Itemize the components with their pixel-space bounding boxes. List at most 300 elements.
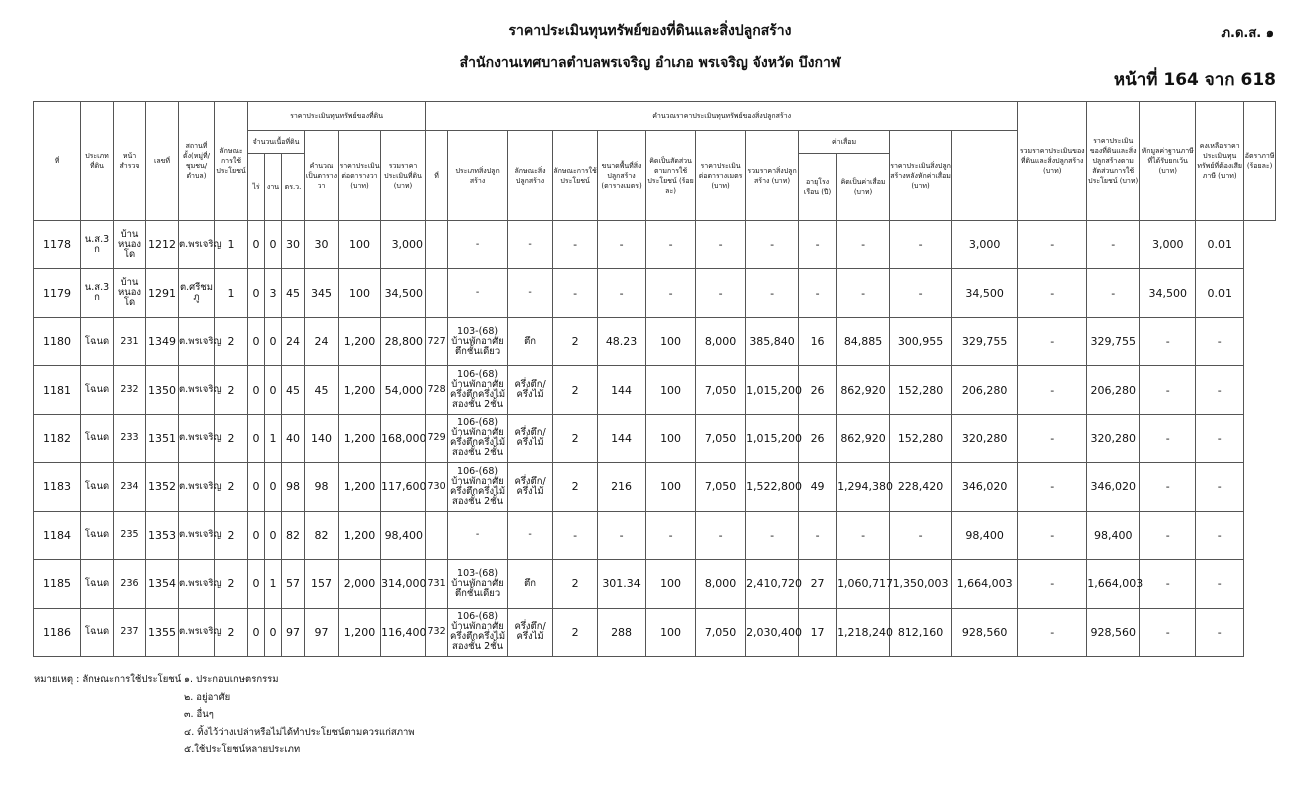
cell-bldg-usage: - bbox=[553, 511, 598, 559]
cell-bldg-area: - bbox=[598, 269, 646, 317]
cell-proportional: - bbox=[1018, 511, 1087, 559]
cell-ngan: 0 bbox=[265, 463, 282, 511]
cell-bldg-no: 727 bbox=[426, 317, 448, 365]
cell-doc-no: 1353 bbox=[146, 511, 179, 559]
cell-bldg-net: 152,280 bbox=[890, 366, 952, 414]
cell-remaining: - bbox=[1140, 414, 1196, 462]
cell-price-per-m2: 7,050 bbox=[696, 608, 746, 657]
cell-rai: 0 bbox=[248, 317, 265, 365]
cell-land-type: โฉนด bbox=[81, 608, 114, 657]
notes-label: หมายเหตุ : ลักษณะการใช้ประโยชน์ bbox=[34, 674, 182, 685]
col-land-total: รวมราคาประเมินที่ดิน (บาท) bbox=[381, 131, 426, 221]
cell-price-per-wa: 100 bbox=[339, 221, 381, 269]
cell-ngan: 1 bbox=[265, 560, 282, 608]
cell-rai: 0 bbox=[248, 269, 265, 317]
cell-bldg-no: 731 bbox=[426, 560, 448, 608]
col-price-per-wa: ราคาประเมินต่อตารางวา (บาท) bbox=[339, 131, 381, 221]
col-location: สถานที่ตั้ง(หมู่ที่/ชุมชน/ตำบล) bbox=[179, 102, 215, 221]
cell-bldg-type: 106-(68) บ้านพักอาศัยครึ่งตึกครึ่งไม้สองชั้น 2ชั้น bbox=[448, 463, 508, 511]
cell-bldg-kind: ตึก bbox=[508, 317, 553, 365]
cell-bldg-no bbox=[426, 221, 448, 269]
note-item: ๒. อยู่อาศัย bbox=[184, 691, 231, 703]
col-bldg-type: ประเภทสิ่งปลูกสร้าง bbox=[448, 131, 508, 221]
cell-depr-amount: 862,920 bbox=[837, 366, 890, 414]
cell-price-per-wa: 1,200 bbox=[339, 463, 381, 511]
note-item: ๓. อื่นๆ bbox=[184, 709, 214, 720]
cell-age: 49 bbox=[799, 463, 837, 511]
cell-rai: 0 bbox=[248, 221, 265, 269]
cell-bldg-kind: ครึ่งตึก/ครึ่งไม้ bbox=[508, 608, 553, 657]
cell-pct-usage: 100 bbox=[646, 560, 696, 608]
cell-no: 1183 bbox=[34, 463, 81, 511]
cell-proportional: - bbox=[1018, 269, 1087, 317]
cell-bldg-net: 1,350,003 bbox=[890, 560, 952, 608]
col-sqwa: คำนวณเป็นตารางวา bbox=[305, 131, 339, 221]
cell-bldg-net: 812,160 bbox=[890, 608, 952, 657]
document-subtitle: สำนักงานเทศบาลตำบลพรเจริญ อำเภอ พรเจริญ จังหวัด บึงกาฬ bbox=[459, 55, 841, 71]
cell-bldg-type: - bbox=[448, 221, 508, 269]
cell-sqwa: 345 bbox=[305, 269, 339, 317]
cell-bldg-net: - bbox=[890, 511, 952, 559]
cell-usage: 2 bbox=[215, 608, 248, 657]
cell-survey-page: บ้านหนองโด bbox=[114, 269, 146, 317]
cell-land-total: 28,800 bbox=[381, 317, 426, 365]
cell-bldg-usage: 2 bbox=[553, 366, 598, 414]
col-ngan: งาน bbox=[265, 154, 282, 221]
table-row bbox=[34, 221, 1276, 269]
cell-depr-amount: 862,920 bbox=[837, 414, 890, 462]
cell-doc-no: 1352 bbox=[146, 463, 179, 511]
col-bldg-total: รวมราคาสิ่งปลูกสร้าง (บาท) bbox=[746, 131, 799, 221]
cell-depr-amount: 84,885 bbox=[837, 317, 890, 365]
cell-location: ต.พรเจริญ bbox=[179, 221, 215, 269]
cell-location: ต.พรเจริญ bbox=[179, 317, 215, 365]
cell-remaining: 3,000 bbox=[1140, 221, 1196, 269]
cell-bldg-area: - bbox=[598, 221, 646, 269]
col-remaining: คงเหลือราคาประเมินทุนทรัพย์ที่ต้องเสียภาษี (บาท) bbox=[1196, 102, 1244, 221]
cell-bldg-area: - bbox=[598, 511, 646, 559]
note-item: ๑. ประกอบเกษตรกรรม bbox=[184, 674, 279, 685]
cell-no: 1185 bbox=[34, 560, 81, 608]
cell-bldg-total: - bbox=[746, 221, 799, 269]
cell-doc-no: 1291 bbox=[146, 269, 179, 317]
cell-no: 1179 bbox=[34, 269, 81, 317]
cell-bldg-type: 106-(68) บ้านพักอาศัยครึ่งตึกครึ่งไม้สองชั้น 2ชั้น bbox=[448, 608, 508, 657]
cell-survey-page: บ้านหนองโด bbox=[114, 221, 146, 269]
col-proportional: ราคาประเมินของที่ดินและสิ่งปลูกสร้างตามสัดส่วนการใช้ประโยชน์ (บาท) bbox=[1087, 102, 1140, 221]
cell-deduction: 1,664,003 bbox=[1087, 560, 1140, 608]
col-grand-total: รวมราคาประเมินของที่ดินและสิ่งปลูกสร้าง (บาท) bbox=[1018, 102, 1087, 221]
cell-grand-total: 34,500 bbox=[952, 269, 1018, 317]
cell-depr-amount: 1,218,240 bbox=[837, 608, 890, 657]
cell-land-total: 314,000 bbox=[381, 560, 426, 608]
cell-deduction: 320,280 bbox=[1087, 414, 1140, 462]
cell-price-per-m2: - bbox=[696, 511, 746, 559]
col-bldg-usage: ลักษณะการใช้ประโยชน์ bbox=[553, 131, 598, 221]
cell-tax-rate: - bbox=[1196, 560, 1244, 608]
cell-usage: 2 bbox=[215, 511, 248, 559]
cell-deduction: 928,560 bbox=[1087, 608, 1140, 657]
cell-rai: 0 bbox=[248, 560, 265, 608]
cell-usage: 1 bbox=[215, 221, 248, 269]
cell-proportional: - bbox=[1018, 221, 1087, 269]
cell-ngan: 0 bbox=[265, 317, 282, 365]
cell-bldg-type: 106-(68) บ้านพักอาศัยครึ่งตึกครึ่งไม้สองชั้น 2ชั้น bbox=[448, 366, 508, 414]
cell-proportional: - bbox=[1018, 414, 1087, 462]
cell-tax-rate: 0.01 bbox=[1196, 221, 1244, 269]
cell-no: 1178 bbox=[34, 221, 81, 269]
note-item: ๔. ทิ้งไว้ว่างเปล่าหรือไม่ได้ทำประโยชน์ตามควรแก่สภาพ bbox=[184, 726, 415, 738]
cell-tax-rate: - bbox=[1196, 608, 1244, 657]
cell-survey-page: 236 bbox=[114, 560, 146, 608]
table-row bbox=[34, 463, 1276, 511]
cell-location: ต.พรเจริญ bbox=[179, 511, 215, 559]
cell-no: 1184 bbox=[34, 511, 81, 559]
cell-usage: 2 bbox=[215, 463, 248, 511]
cell-pct-usage: 100 bbox=[646, 366, 696, 414]
cell-no: 1182 bbox=[34, 414, 81, 462]
cell-bldg-no: 730 bbox=[426, 463, 448, 511]
cell-grand-total: 329,755 bbox=[952, 317, 1018, 365]
cell-deduction: - bbox=[1087, 221, 1140, 269]
cell-bldg-kind: ครึ่งตึก/ครึ่งไม้ bbox=[508, 463, 553, 511]
cell-bldg-kind: - bbox=[508, 221, 553, 269]
cell-grand-total: 1,664,003 bbox=[952, 560, 1018, 608]
cell-usage: 2 bbox=[215, 317, 248, 365]
cell-pct-usage: 100 bbox=[646, 608, 696, 657]
cell-land-total: 34,500 bbox=[381, 269, 426, 317]
col-survey-page: หน้าสำรวจ bbox=[114, 102, 146, 221]
cell-land-type: โฉนด bbox=[81, 414, 114, 462]
table-row bbox=[34, 366, 1276, 414]
cell-price-per-m2: 7,050 bbox=[696, 414, 746, 462]
cell-bldg-type: - bbox=[448, 269, 508, 317]
cell-survey-page: 231 bbox=[114, 317, 146, 365]
cell-bldg-area: 48.23 bbox=[598, 317, 646, 365]
cell-sqwa: 157 bbox=[305, 560, 339, 608]
cell-land-total: 116,400 bbox=[381, 608, 426, 657]
cell-bldg-area: 288 bbox=[598, 608, 646, 657]
note-item: ๕.ใช้ประโยชน์หลายประเภท bbox=[184, 744, 301, 755]
cell-deduction: 98,400 bbox=[1087, 511, 1140, 559]
cell-rai: 0 bbox=[248, 511, 265, 559]
col-age: อายุโรงเรือน (ปี) bbox=[799, 154, 837, 221]
cell-remaining: - bbox=[1140, 511, 1196, 559]
cell-proportional: - bbox=[1018, 317, 1087, 365]
cell-ngan: 0 bbox=[265, 511, 282, 559]
cell-bldg-total: - bbox=[746, 269, 799, 317]
cell-grand-total: 206,280 bbox=[952, 366, 1018, 414]
cell-bldg-kind: - bbox=[508, 269, 553, 317]
cell-price-per-wa: 1,200 bbox=[339, 511, 381, 559]
cell-bldg-usage: 2 bbox=[553, 560, 598, 608]
cell-usage: 2 bbox=[215, 414, 248, 462]
cell-land-type: โฉนด bbox=[81, 463, 114, 511]
cell-grand-total: 320,280 bbox=[952, 414, 1018, 462]
cell-bldg-no: 728 bbox=[426, 366, 448, 414]
cell-grand-total: 98,400 bbox=[952, 511, 1018, 559]
cell-land-type: น.ส.3 ก bbox=[81, 221, 114, 269]
cell-wa: 45 bbox=[282, 366, 305, 414]
table-row bbox=[34, 608, 1276, 657]
table-row bbox=[34, 317, 1276, 365]
table-header bbox=[34, 102, 1276, 221]
cell-tax-rate: - bbox=[1196, 317, 1244, 365]
cell-pct-usage: 100 bbox=[646, 463, 696, 511]
cell-wa: 97 bbox=[282, 608, 305, 657]
cell-sqwa: 82 bbox=[305, 511, 339, 559]
cell-bldg-area: 144 bbox=[598, 414, 646, 462]
cell-price-per-wa: 100 bbox=[339, 269, 381, 317]
cell-age: 26 bbox=[799, 414, 837, 462]
form-code: ภ.ด.ส. ๑ bbox=[1221, 26, 1274, 41]
cell-deduction: 329,755 bbox=[1087, 317, 1140, 365]
cell-land-total: 168,000 bbox=[381, 414, 426, 462]
cell-location: ต.พรเจริญ bbox=[179, 560, 215, 608]
cell-grand-total: 346,020 bbox=[952, 463, 1018, 511]
cell-bldg-net: - bbox=[890, 221, 952, 269]
cell-tax-rate: 0.01 bbox=[1196, 269, 1244, 317]
cell-price-per-wa: 1,200 bbox=[339, 366, 381, 414]
cell-sqwa: 97 bbox=[305, 608, 339, 657]
col-tax-rate: อัตราภาษี (ร้อยละ) bbox=[1244, 102, 1276, 221]
cell-survey-page: 235 bbox=[114, 511, 146, 559]
cell-bldg-total: 1,015,200 bbox=[746, 414, 799, 462]
cell-tax-rate: - bbox=[1196, 414, 1244, 462]
col-depr-amount: คิดเป็นค่าเสื่อม (บาท) bbox=[837, 154, 890, 221]
cell-bldg-usage: 2 bbox=[553, 463, 598, 511]
col-usage: ลักษณะการใช้ประโยชน์ bbox=[215, 102, 248, 221]
cell-remaining: - bbox=[1140, 608, 1196, 657]
col-rai: ไร่ bbox=[248, 154, 265, 221]
cell-land-type: โฉนด bbox=[81, 511, 114, 559]
cell-ngan: 3 bbox=[265, 269, 282, 317]
cell-price-per-m2: 8,000 bbox=[696, 317, 746, 365]
cell-survey-page: 233 bbox=[114, 414, 146, 462]
col-land-type: ประเภทที่ดิน bbox=[81, 102, 114, 221]
cell-pct-usage: - bbox=[646, 511, 696, 559]
cell-age: - bbox=[799, 511, 837, 559]
cell-price-per-m2: 7,050 bbox=[696, 366, 746, 414]
cell-wa: 45 bbox=[282, 269, 305, 317]
cell-usage: 1 bbox=[215, 269, 248, 317]
cell-grand-total: 3,000 bbox=[952, 221, 1018, 269]
cell-rai: 0 bbox=[248, 366, 265, 414]
cell-rai: 0 bbox=[248, 414, 265, 462]
cell-location: ต.พรเจริญ bbox=[179, 366, 215, 414]
assessment-table bbox=[33, 101, 1276, 657]
cell-land-total: 54,000 bbox=[381, 366, 426, 414]
cell-price-per-wa: 1,200 bbox=[339, 608, 381, 657]
cell-depr-amount: - bbox=[837, 511, 890, 559]
cell-land-type: โฉนด bbox=[81, 317, 114, 365]
cell-depr-amount: 1,294,380 bbox=[837, 463, 890, 511]
cell-sqwa: 140 bbox=[305, 414, 339, 462]
table-row bbox=[34, 414, 1276, 462]
cell-wa: 98 bbox=[282, 463, 305, 511]
cell-bldg-area: 144 bbox=[598, 366, 646, 414]
cell-doc-no: 1350 bbox=[146, 366, 179, 414]
cell-usage: 2 bbox=[215, 560, 248, 608]
cell-depr-amount: - bbox=[837, 221, 890, 269]
cell-sqwa: 24 bbox=[305, 317, 339, 365]
cell-price-per-wa: 2,000 bbox=[339, 560, 381, 608]
cell-age: 17 bbox=[799, 608, 837, 657]
cell-tax-rate: - bbox=[1196, 366, 1244, 414]
cell-bldg-total: 385,840 bbox=[746, 317, 799, 365]
cell-remaining: 34,500 bbox=[1140, 269, 1196, 317]
cell-bldg-total: - bbox=[746, 511, 799, 559]
cell-price-per-wa: 1,200 bbox=[339, 317, 381, 365]
cell-deduction: 346,020 bbox=[1087, 463, 1140, 511]
cell-bldg-total: 1,015,200 bbox=[746, 366, 799, 414]
cell-grand-total: 928,560 bbox=[952, 608, 1018, 657]
cell-bldg-no bbox=[426, 511, 448, 559]
cell-bldg-usage: - bbox=[553, 221, 598, 269]
cell-bldg-area: 301.34 bbox=[598, 560, 646, 608]
cell-proportional: - bbox=[1018, 560, 1087, 608]
cell-pct-usage: 100 bbox=[646, 317, 696, 365]
cell-deduction: - bbox=[1087, 269, 1140, 317]
cell-wa: 57 bbox=[282, 560, 305, 608]
cell-pct-usage: - bbox=[646, 269, 696, 317]
cell-doc-no: 1351 bbox=[146, 414, 179, 462]
cell-ngan: 0 bbox=[265, 608, 282, 657]
cell-age: 27 bbox=[799, 560, 837, 608]
cell-location: ต.พรเจริญ bbox=[179, 463, 215, 511]
cell-deduction: 206,280 bbox=[1087, 366, 1140, 414]
col-group-depreciation: ค่าเสื่อม bbox=[799, 131, 890, 154]
cell-sqwa: 45 bbox=[305, 366, 339, 414]
cell-land-type: น.ส.3 ก bbox=[81, 269, 114, 317]
cell-usage: 2 bbox=[215, 366, 248, 414]
col-wa: ตร.ว. bbox=[282, 154, 305, 221]
cell-bldg-type: 106-(68) บ้านพักอาศัยครึ่งตึกครึ่งไม้สองชั้น 2ชั้น bbox=[448, 414, 508, 462]
cell-bldg-net: 228,420 bbox=[890, 463, 952, 511]
cell-age: - bbox=[799, 269, 837, 317]
cell-land-total: 3,000 bbox=[381, 221, 426, 269]
cell-wa: 40 bbox=[282, 414, 305, 462]
cell-age: - bbox=[799, 221, 837, 269]
cell-depr-amount: - bbox=[837, 269, 890, 317]
page-number: หน้าที่ 164 จาก 618 bbox=[1113, 70, 1276, 90]
cell-bldg-kind: ครึ่งตึก/ครึ่งไม้ bbox=[508, 366, 553, 414]
table-body bbox=[34, 221, 1276, 657]
cell-bldg-area: 216 bbox=[598, 463, 646, 511]
cell-tax-rate: - bbox=[1196, 511, 1244, 559]
col-group-land: ราคาประเมินทุนทรัพย์ของที่ดิน bbox=[248, 102, 426, 131]
cell-bldg-net: 152,280 bbox=[890, 414, 952, 462]
table-row bbox=[34, 269, 1276, 317]
cell-bldg-no: 732 bbox=[426, 608, 448, 657]
cell-bldg-total: 2,410,720 bbox=[746, 560, 799, 608]
cell-price-per-m2: 7,050 bbox=[696, 463, 746, 511]
col-bldg-area: ขนาดพื้นที่สิ่งปลูกสร้าง (ตารางเมตร) bbox=[598, 131, 646, 221]
cell-remaining: - bbox=[1140, 560, 1196, 608]
cell-wa: 24 bbox=[282, 317, 305, 365]
cell-price-per-m2: 8,000 bbox=[696, 560, 746, 608]
cell-proportional: - bbox=[1018, 366, 1087, 414]
cell-land-total: 117,600 bbox=[381, 463, 426, 511]
cell-doc-no: 1212 bbox=[146, 221, 179, 269]
col-pct-usage: คิดเป็นสัดส่วนตามการใช้ประโยชน์ (ร้อยละ) bbox=[646, 131, 696, 221]
cell-no: 1181 bbox=[34, 366, 81, 414]
cell-remaining: - bbox=[1140, 366, 1196, 414]
cell-bldg-total: 2,030,400 bbox=[746, 608, 799, 657]
document-title: ราคาประเมินทุนทรัพย์ของที่ดินและสิ่งปลูกสร้าง bbox=[508, 23, 792, 39]
cell-ngan: 0 bbox=[265, 221, 282, 269]
cell-bldg-usage: 2 bbox=[553, 414, 598, 462]
cell-bldg-kind: ตึก bbox=[508, 560, 553, 608]
cell-land-total: 98,400 bbox=[381, 511, 426, 559]
cell-age: 26 bbox=[799, 366, 837, 414]
col-bldg-net: ราคาประเมินสิ่งปลูกสร้างหลังหักค่าเสื่อม (บาท) bbox=[890, 131, 952, 221]
col-deduction: หักมูลค่าฐานภาษีที่ได้รับยกเว้น (บาท) bbox=[1140, 102, 1196, 221]
cell-age: 16 bbox=[799, 317, 837, 365]
cell-price-per-wa: 1,200 bbox=[339, 414, 381, 462]
cell-bldg-type: - bbox=[448, 511, 508, 559]
cell-remaining: - bbox=[1140, 463, 1196, 511]
cell-doc-no: 1354 bbox=[146, 560, 179, 608]
cell-bldg-kind: ครึ่งตึก/ครึ่งไม้ bbox=[508, 414, 553, 462]
cell-bldg-net: 300,955 bbox=[890, 317, 952, 365]
cell-proportional: - bbox=[1018, 608, 1087, 657]
table-row bbox=[34, 511, 1276, 559]
col-group-area: จำนวนเนื้อที่ดิน bbox=[248, 131, 305, 154]
cell-wa: 30 bbox=[282, 221, 305, 269]
cell-bldg-kind: - bbox=[508, 511, 553, 559]
cell-bldg-no: 729 bbox=[426, 414, 448, 462]
cell-land-type: โฉนด bbox=[81, 366, 114, 414]
cell-no: 1180 bbox=[34, 317, 81, 365]
cell-location: ต.พรเจริญ bbox=[179, 414, 215, 462]
col-doc-no: เลขที่ bbox=[146, 102, 179, 221]
cell-depr-amount: 1,060,717 bbox=[837, 560, 890, 608]
cell-no: 1186 bbox=[34, 608, 81, 657]
cell-bldg-type: 103-(68) บ้านพักอาศัยตึกชั้นเดียว bbox=[448, 317, 508, 365]
col-bldg-kind: ลักษณะสิ่งปลูกสร้าง bbox=[508, 131, 553, 221]
col-bldg-no: ที่ bbox=[426, 131, 448, 221]
cell-doc-no: 1355 bbox=[146, 608, 179, 657]
cell-bldg-type: 103-(68) บ้านพักอาศัยตึกชั้นเดียว bbox=[448, 560, 508, 608]
cell-wa: 82 bbox=[282, 511, 305, 559]
cell-doc-no: 1349 bbox=[146, 317, 179, 365]
cell-location: ต.ศรีชมภู bbox=[179, 269, 215, 317]
cell-land-type: โฉนด bbox=[81, 560, 114, 608]
cell-proportional: - bbox=[1018, 463, 1087, 511]
cell-bldg-usage: 2 bbox=[553, 608, 598, 657]
col-price-per-m2: ราคาประเมินต่อตารางเมตร (บาท) bbox=[696, 131, 746, 221]
table-row bbox=[34, 560, 1276, 608]
cell-price-per-m2: - bbox=[696, 269, 746, 317]
cell-bldg-usage: 2 bbox=[553, 317, 598, 365]
cell-sqwa: 30 bbox=[305, 221, 339, 269]
cell-bldg-usage: - bbox=[553, 269, 598, 317]
cell-pct-usage: 100 bbox=[646, 414, 696, 462]
cell-rai: 0 bbox=[248, 608, 265, 657]
cell-pct-usage: - bbox=[646, 221, 696, 269]
col-group-building: คำนวณราคาประเมินทุนทรัพย์ของสิ่งปลูกสร้าง bbox=[426, 102, 1018, 131]
cell-ngan: 0 bbox=[265, 366, 282, 414]
cell-tax-rate: - bbox=[1196, 463, 1244, 511]
cell-location: ต.พรเจริญ bbox=[179, 608, 215, 657]
cell-price-per-m2: - bbox=[696, 221, 746, 269]
cell-survey-page: 234 bbox=[114, 463, 146, 511]
cell-bldg-total: 1,522,800 bbox=[746, 463, 799, 511]
cell-ngan: 1 bbox=[265, 414, 282, 462]
cell-remaining: - bbox=[1140, 317, 1196, 365]
cell-bldg-net: - bbox=[890, 269, 952, 317]
